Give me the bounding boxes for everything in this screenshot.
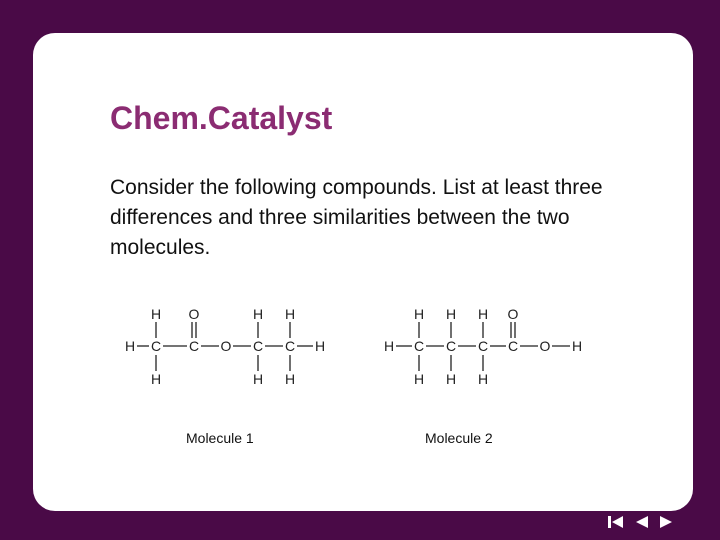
atom-h: H bbox=[150, 306, 162, 322]
atom-h: H bbox=[571, 338, 583, 354]
previous-slide-button[interactable] bbox=[632, 512, 652, 532]
atom-c: C bbox=[150, 338, 162, 354]
molecule-2-caption: Molecule 2 bbox=[425, 430, 493, 446]
atom-h: H bbox=[284, 306, 296, 322]
atom-c: C bbox=[413, 338, 425, 354]
molecule-1-caption: Molecule 1 bbox=[186, 430, 254, 446]
atom-h: H bbox=[413, 371, 425, 387]
atom-h: H bbox=[252, 371, 264, 387]
atom-h: H bbox=[383, 338, 395, 354]
atom-c: C bbox=[252, 338, 264, 354]
atom-c: C bbox=[188, 338, 200, 354]
atom-h: H bbox=[314, 338, 326, 354]
atom-o: O bbox=[220, 338, 232, 354]
atom-h: H bbox=[445, 371, 457, 387]
previous-slide-icon bbox=[635, 515, 649, 529]
atom-o: O bbox=[507, 306, 519, 322]
atom-c: C bbox=[477, 338, 489, 354]
first-slide-icon bbox=[607, 515, 625, 529]
atom-o: O bbox=[539, 338, 551, 354]
atom-o: O bbox=[188, 306, 200, 322]
atom-h: H bbox=[252, 306, 264, 322]
next-slide-icon bbox=[659, 515, 673, 529]
atom-h: H bbox=[413, 306, 425, 322]
slide-prompt: Consider the following compounds. List at least three differences and three similarities between the two molecules. bbox=[110, 176, 603, 259]
atom-c: C bbox=[284, 338, 296, 354]
next-slide-button[interactable] bbox=[656, 512, 676, 532]
atom-h: H bbox=[150, 371, 162, 387]
atom-h: H bbox=[477, 371, 489, 387]
molecule-1-structure bbox=[118, 300, 338, 390]
slide-title: Chem.Catalyst bbox=[110, 100, 333, 136]
molecule-2-structure bbox=[376, 300, 596, 390]
atom-h: H bbox=[284, 371, 296, 387]
atom-h: H bbox=[124, 338, 136, 354]
first-slide-button[interactable] bbox=[605, 512, 627, 532]
atom-h: H bbox=[445, 306, 457, 322]
atom-c: C bbox=[507, 338, 519, 354]
atom-c: C bbox=[445, 338, 457, 354]
atom-h: H bbox=[477, 306, 489, 322]
